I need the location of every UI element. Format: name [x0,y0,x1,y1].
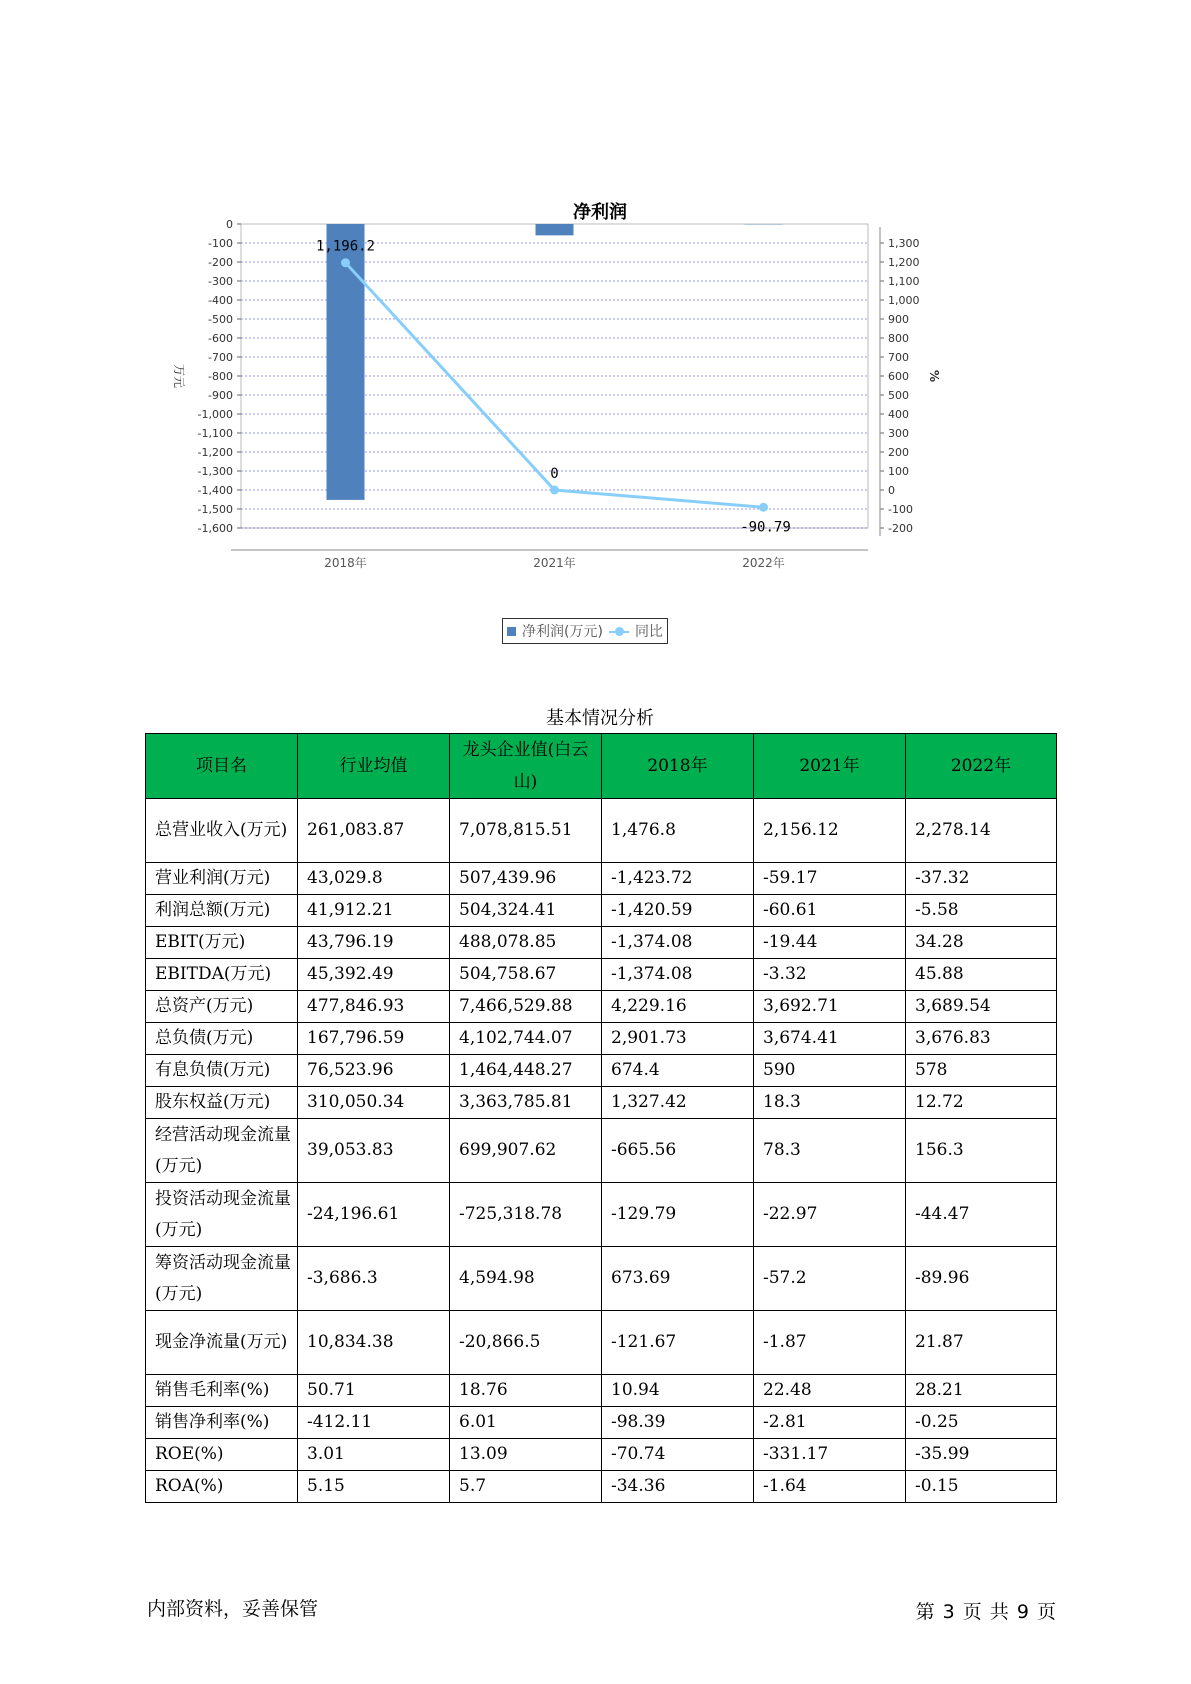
right-tick-label: 1,200 [888,256,920,269]
value-cell: 261,083.87 [298,799,450,863]
left-tick-label: -1,300 [197,465,233,478]
value-cell: -37.32 [906,863,1057,895]
right-tick-label: 100 [888,465,909,478]
value-cell: -2.81 [754,1407,906,1439]
legend-line-swatch [609,627,629,636]
right-axis-title: % [927,369,941,383]
row-label-cell: EBIT(万元) [146,927,298,959]
value-cell: -725,318.78 [450,1183,602,1247]
value-cell: -1.64 [754,1471,906,1503]
value-cell: 41,912.21 [298,895,450,927]
table-row [146,1023,1057,1055]
value-cell: -89.96 [906,1247,1057,1311]
value-cell: -70.74 [602,1439,754,1471]
value-cell: 4,102,744.07 [450,1023,602,1055]
bar [536,224,574,235]
row-label-cell: 销售净利率(%) [146,1407,298,1439]
right-tick-label: 1,100 [888,275,920,288]
value-cell: -35.99 [906,1439,1057,1471]
value-cell: 18.76 [450,1375,602,1407]
value-cell: 18.3 [754,1087,906,1119]
table-row [146,1375,1057,1407]
value-cell: -98.39 [602,1407,754,1439]
value-cell: 50.71 [298,1375,450,1407]
table-row [146,1087,1057,1119]
header-cell: 项目名 [146,734,298,799]
right-tick-label: 900 [888,313,909,326]
chart-legend [502,618,668,644]
yoy-point [550,486,559,495]
value-cell: 45,392.49 [298,959,450,991]
table-row [146,799,1057,863]
value-cell: -0.25 [906,1407,1057,1439]
yoy-point [341,258,350,267]
header-cell: 2021年 [754,734,906,799]
right-tick-label: 1,300 [888,237,920,250]
value-cell: -129.79 [602,1183,754,1247]
value-cell: 673.69 [602,1247,754,1311]
chart-title: 净利润 [573,202,627,223]
value-cell: -412.11 [298,1407,450,1439]
value-cell: 477,846.93 [298,991,450,1023]
value-cell: 2,278.14 [906,799,1057,863]
value-cell: 45.88 [906,959,1057,991]
table-row [146,1407,1057,1439]
left-tick-label: -1,100 [197,427,233,440]
row-label-cell: 投资活动现金流量(万元) [146,1183,298,1247]
value-cell: 7,078,815.51 [450,799,602,863]
value-cell: -3.32 [754,959,906,991]
value-cell: 5.15 [298,1471,450,1503]
page-number: 第 3 页 共 9 页 [915,1601,1057,1623]
value-cell: -0.15 [906,1471,1057,1503]
left-tick-label: -600 [208,332,233,345]
value-cell: -331.17 [754,1439,906,1471]
yoy-point [759,503,768,512]
value-cell: -1,374.08 [602,959,754,991]
value-cell: 3,692.71 [754,991,906,1023]
value-cell: -121.67 [602,1311,754,1375]
table-row [146,1055,1057,1087]
left-tick-label: -100 [208,237,233,250]
value-cell: 3,689.54 [906,991,1057,1023]
right-tick-label: 300 [888,427,909,440]
value-cell: -20,866.5 [450,1311,602,1375]
value-cell: 3,674.41 [754,1023,906,1055]
table-caption: 基本情况分析 [546,708,654,729]
right-tick-label: -200 [888,522,913,535]
left-tick-label: -800 [208,370,233,383]
value-cell: 2,156.12 [754,799,906,863]
yoy-data-label: 1,196.2 [315,238,376,255]
row-label-cell: 筹资活动现金流量(万元) [146,1247,298,1311]
yoy-data-label: 0 [550,466,559,482]
row-label-cell: 有息负债(万元) [146,1055,298,1087]
row-label-cell: 总营业收入(万元) [146,799,298,863]
value-cell: 22.48 [754,1375,906,1407]
value-cell: -22.97 [754,1183,906,1247]
table-row [146,1311,1057,1375]
value-cell: 34.28 [906,927,1057,959]
value-cell: -1.87 [754,1311,906,1375]
value-cell: 13.09 [450,1439,602,1471]
left-tick-label: 0 [226,218,233,231]
legend-bar-label: 净利润(万元) [522,624,603,640]
value-cell: -59.17 [754,863,906,895]
value-cell: 310,050.34 [298,1087,450,1119]
value-cell: 43,796.19 [298,927,450,959]
value-cell: 674.4 [602,1055,754,1087]
left-tick-label: -1,400 [197,484,233,497]
row-label-cell: 总资产(万元) [146,991,298,1023]
right-tick-label: 800 [888,332,909,345]
value-cell: 39,053.83 [298,1119,450,1183]
right-tick-label: -100 [888,503,913,516]
value-cell: -44.47 [906,1183,1057,1247]
table-body [146,799,1057,1503]
value-cell: 43,029.8 [298,863,450,895]
value-cell: 1,327.42 [602,1087,754,1119]
value-cell: -1,420.59 [602,895,754,927]
value-cell: -60.61 [754,895,906,927]
table-row [146,1471,1057,1503]
value-cell: 1,464,448.27 [450,1055,602,1087]
row-label-cell: 经营活动现金流量(万元) [146,1119,298,1183]
value-cell: 6.01 [450,1407,602,1439]
left-tick-label: -500 [208,313,233,326]
table-row [146,895,1057,927]
right-tick-label: 400 [888,408,909,421]
value-cell: 7,466,529.88 [450,991,602,1023]
legend-line-label: 同比 [634,624,663,640]
value-cell: 12.72 [906,1087,1057,1119]
value-cell: 1,476.8 [602,799,754,863]
right-tick-label: 200 [888,446,909,459]
left-tick-label: -300 [208,275,233,288]
left-axis-title: 万元 [172,363,186,389]
header-cell: 行业均值 [298,734,450,799]
row-label-cell: 销售毛利率(%) [146,1375,298,1407]
x-tick-label: 2018年 [324,556,367,570]
right-tick-label: 700 [888,351,909,364]
row-label-cell: ROA(%) [146,1471,298,1503]
value-cell: 167,796.59 [298,1023,450,1055]
value-cell: 3,676.83 [906,1023,1057,1055]
value-cell: 507,439.96 [450,863,602,895]
value-cell: 10.94 [602,1375,754,1407]
table-row [146,1119,1057,1183]
left-tick-label: -700 [208,351,233,364]
header-cell: 2018年 [602,734,754,799]
value-cell: -3,686.3 [298,1247,450,1311]
row-label-cell: 总负债(万元) [146,1023,298,1055]
table-row [146,1183,1057,1247]
left-tick-label: -1,200 [197,446,233,459]
right-tick-label: 600 [888,370,909,383]
row-label-cell: 股东权益(万元) [146,1087,298,1119]
value-cell: 2,901.73 [602,1023,754,1055]
left-tick-label: -1,600 [197,522,233,535]
value-cell: 5.7 [450,1471,602,1503]
table-row [146,863,1057,895]
value-cell: 78.3 [754,1119,906,1183]
row-label-cell: 现金净流量(万元) [146,1311,298,1375]
table-row [146,991,1057,1023]
value-cell: 504,324.41 [450,895,602,927]
value-cell: 21.87 [906,1311,1057,1375]
left-tick-label: -200 [208,256,233,269]
value-cell: -19.44 [754,927,906,959]
yoy-data-label: -90.79 [740,519,791,536]
value-cell: 578 [906,1055,1057,1087]
legend-bar-swatch [507,627,516,636]
x-tick-label: 2022年 [742,556,785,570]
row-label-cell: EBITDA(万元) [146,959,298,991]
value-cell: -1,423.72 [602,863,754,895]
value-cell: 699,907.62 [450,1119,602,1183]
value-cell: -34.36 [602,1471,754,1503]
value-cell: 28.21 [906,1375,1057,1407]
right-tick-label: 500 [888,389,909,402]
basic-analysis-table [145,733,1057,1503]
value-cell: 156.3 [906,1119,1057,1183]
left-tick-label: -900 [208,389,233,402]
left-tick-label: -400 [208,294,233,307]
value-cell: 4,594.98 [450,1247,602,1311]
table-row [146,1439,1057,1471]
right-tick-label: 1,000 [888,294,920,307]
value-cell: -665.56 [602,1119,754,1183]
value-cell: 590 [754,1055,906,1087]
value-cell: -57.2 [754,1247,906,1311]
value-cell: 76,523.96 [298,1055,450,1087]
chart-plot [150,190,1050,620]
left-tick-label: -1,500 [197,503,233,516]
x-tick-label: 2021年 [533,556,576,570]
value-cell: 3.01 [298,1439,450,1471]
value-cell: 3,363,785.81 [450,1087,602,1119]
confidential-note: 内部资料，妥善保管 [147,1598,319,1620]
table-row [146,959,1057,991]
value-cell: 488,078.85 [450,927,602,959]
value-cell: 10,834.38 [298,1311,450,1375]
table-row [146,1247,1057,1311]
table-header-row [146,734,1057,799]
row-label-cell: 利润总额(万元) [146,895,298,927]
value-cell: -1,374.08 [602,927,754,959]
right-tick-label: 0 [888,484,895,497]
table-row [146,927,1057,959]
value-cell: -5.58 [906,895,1057,927]
net-profit-chart [150,190,1050,650]
row-label-cell: ROE(%) [146,1439,298,1471]
header-cell: 龙头企业值(白云山) [450,734,602,799]
left-tick-label: -1,000 [197,408,233,421]
value-cell: -24,196.61 [298,1183,450,1247]
value-cell: 504,758.67 [450,959,602,991]
value-cell: 4,229.16 [602,991,754,1023]
header-cell: 2022年 [906,734,1057,799]
row-label-cell: 营业利润(万元) [146,863,298,895]
